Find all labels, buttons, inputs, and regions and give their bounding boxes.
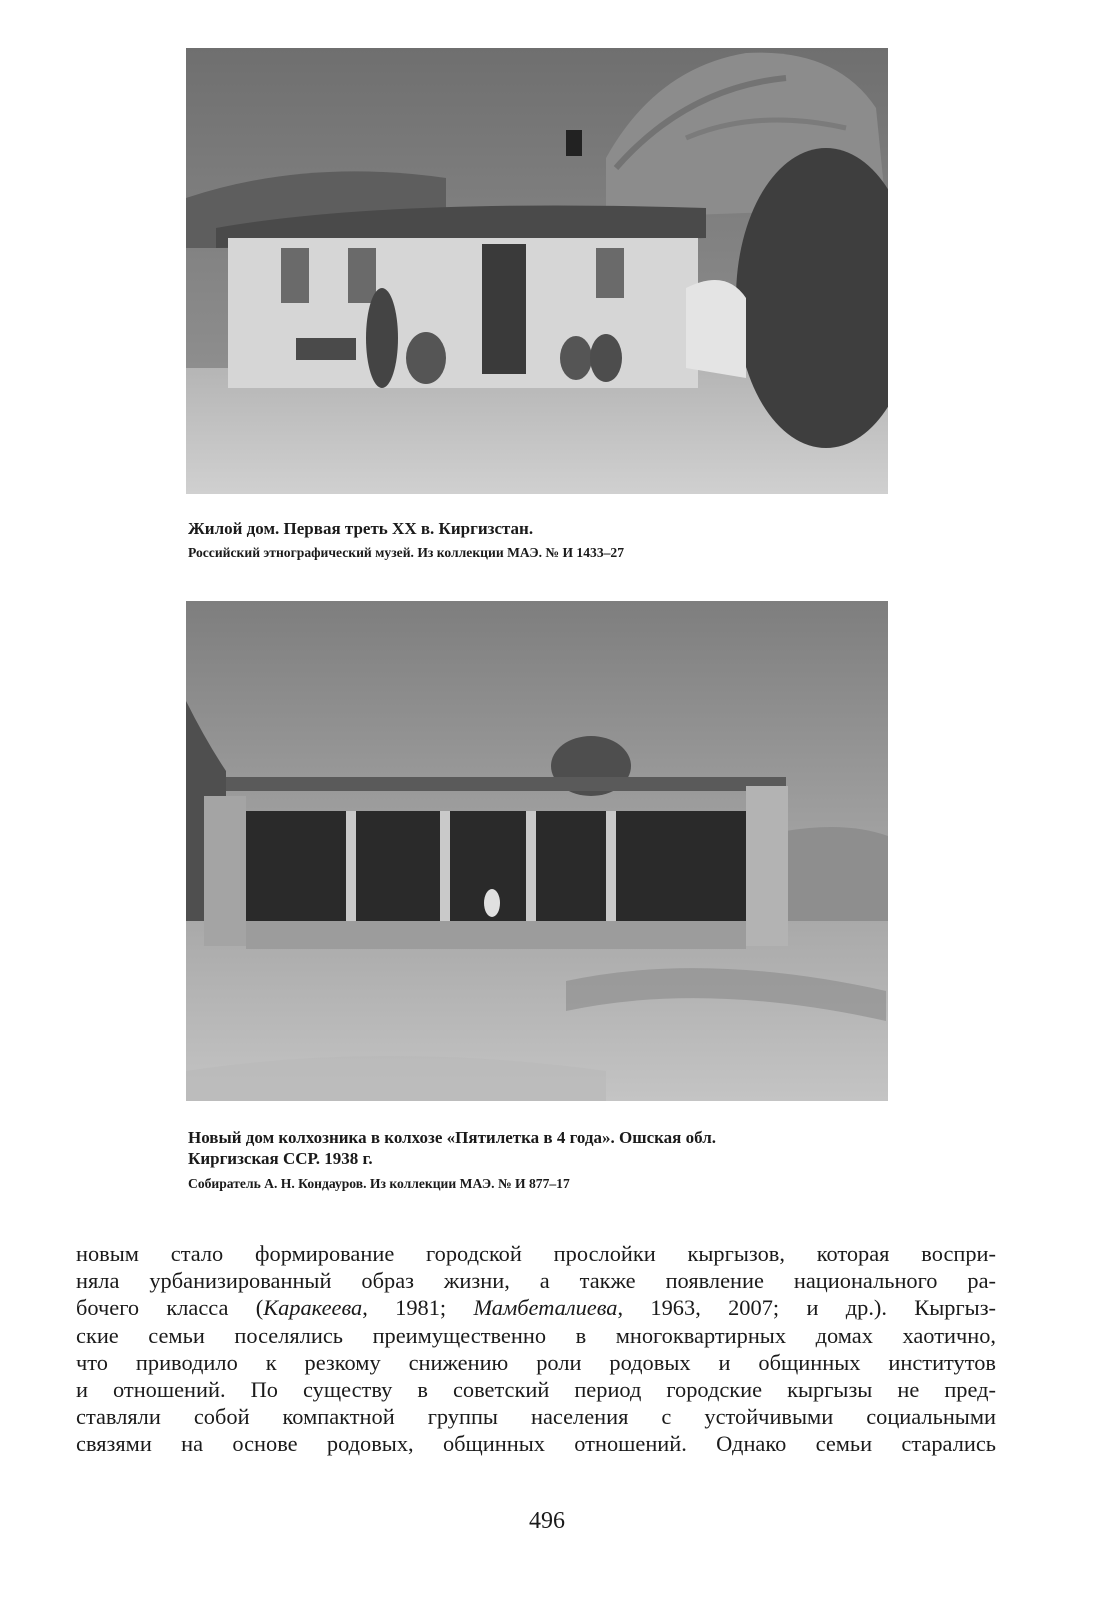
body-line-3-part-c: , 1963, 2007; и др.). Кыргыз- bbox=[617, 1295, 996, 1321]
figure-caption-1-source: Российский этнографический музей. Из коллекции МАЭ. № И 1433–27 bbox=[188, 545, 625, 560]
figure-caption-2-title-line-2: Киргизская ССР. 1938 г. bbox=[188, 1149, 373, 1168]
figure-caption-2-source: Собиратель А. Н. Кондауров. Из коллекции МАЭ. № И 877–17 bbox=[188, 1176, 570, 1191]
photo-new-house bbox=[186, 601, 888, 1101]
body-line: что приводило к резкому снижению роли родовых и общинных институтов bbox=[76, 1349, 996, 1375]
citation-author-1: Каракеева bbox=[263, 1295, 363, 1321]
figure-caption-1-title: Жилой дом. Первая треть XX в. Киргизстан. bbox=[188, 519, 534, 538]
body-line: новым стало формирование городской прослойки кыргызов, которая воспри- bbox=[76, 1241, 996, 1266]
citation-author-2: Мамбеталиева bbox=[473, 1295, 618, 1321]
photo-old-house bbox=[186, 48, 888, 494]
body-line-3-part-a: бочего класса ( bbox=[76, 1295, 264, 1321]
body-line: няла урбанизированный образ жизни, а также появление национального ра- bbox=[76, 1268, 996, 1294]
photo-old-house-image bbox=[186, 48, 888, 494]
body-line: ставляли собой компактной группы населения с устойчивыми социальными bbox=[76, 1404, 996, 1430]
body-line-citation bbox=[76, 1294, 996, 1321]
photo-new-house-image bbox=[186, 601, 888, 1101]
figure-caption-1 bbox=[188, 518, 908, 562]
body-line: ские семьи поселялись преимущественно в многоквартирных домах хаотично, bbox=[76, 1322, 996, 1348]
body-line: и отношений. По существу в советский период городские кыргызы не пред- bbox=[76, 1376, 996, 1402]
figure-caption-2 bbox=[188, 1127, 908, 1193]
page-number: 496 bbox=[529, 1508, 565, 1534]
figure-caption-2-title-line-1: Новый дом колхозника в колхозе «Пятилетка в 4 года». Ошская обл. bbox=[188, 1128, 716, 1147]
body-line-3-part-b: , 1981; bbox=[362, 1295, 474, 1321]
body-text bbox=[76, 1240, 996, 1458]
body-line: связями на основе родовых, общинных отношений. Однако семьи старались bbox=[76, 1431, 996, 1457]
